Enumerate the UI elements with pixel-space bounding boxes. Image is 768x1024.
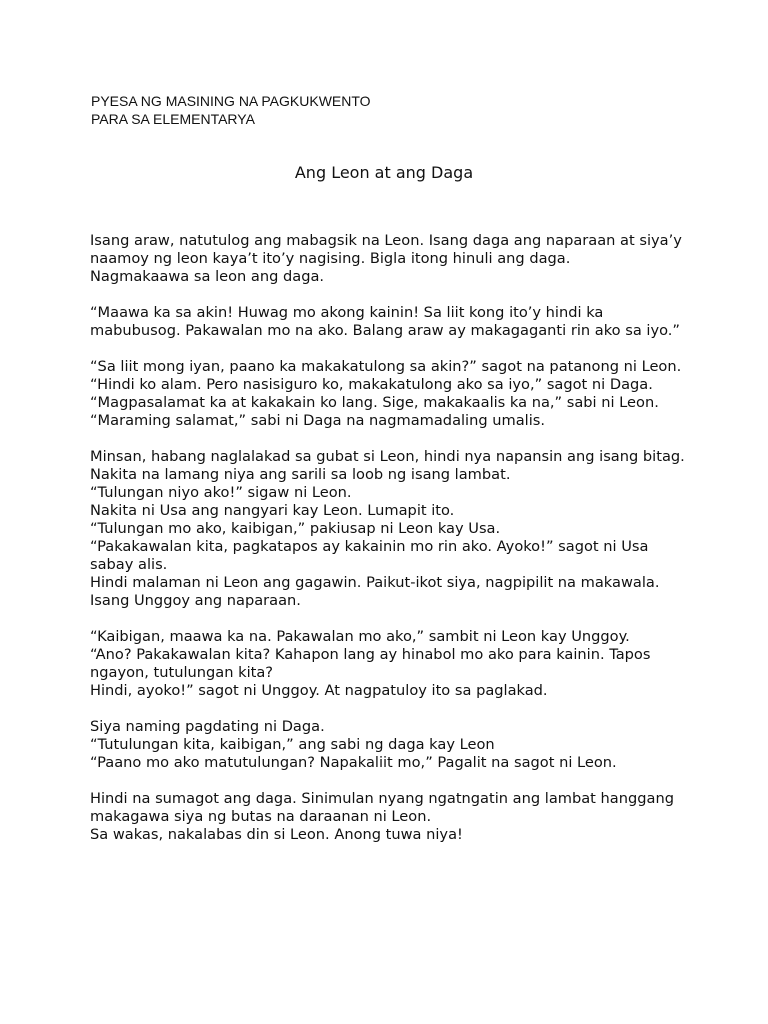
paragraph-6 bbox=[90, 718, 690, 772]
paragraph-line: “Tutulungan kita, kaibigan,” ang sabi ng daga kay Leon bbox=[90, 736, 495, 753]
paragraph-line: Hindi na sumagot ang daga. Sinimulan nyang ngatngatin ang lambat hanggang makagawa siya ng butas na daraanan ni Leon. bbox=[90, 790, 674, 825]
paragraph-line: Hindi malaman ni Leon ang gagawin. Paikut-ikot siya, nagpipilit na makawala. Isang Unggoy ang naparaan. bbox=[90, 574, 660, 609]
story-title: Ang Leon at ang Daga bbox=[294, 163, 474, 182]
paragraph-3 bbox=[90, 358, 690, 430]
paragraph-line: Isang araw, natutulog ang mabagsik na Leon. Isang daga ang naparaan at siya’y naamoy ng leon kaya’t ito’y nagising. Bigla itong hinuli ang daga. bbox=[90, 232, 682, 267]
header-line-1: PYESA NG MASINING NA PAGKUKWENTO bbox=[91, 93, 371, 109]
paragraph-1 bbox=[90, 232, 690, 286]
paragraph-line: Siya naming pagdating ni Daga. bbox=[90, 718, 325, 735]
paragraph-line: “Pakakawalan kita, pagkatapos ay kakainin mo rin ako. Ayoko!” sagot ni Usa sabay alis. bbox=[90, 538, 649, 573]
paragraph-line: “Paano mo ako matutulungan? Napakaliit mo,” Pagalit na sagot ni Leon. bbox=[90, 754, 617, 771]
paragraph-4 bbox=[90, 448, 690, 610]
paragraph-line: “Magpasalamat ka at kakakain ko lang. Sige, makakaalis ka na,” sabi ni Leon. bbox=[90, 394, 659, 411]
paragraph-line: “Hindi ko alam. Pero nasisiguro ko, makakatulong ako sa iyo,” sagot ni Daga. bbox=[90, 376, 653, 393]
paragraph-line: Minsan, habang naglalakad sa gubat si Leon, hindi nya napansin ang isang bitag. Nakita na lamang niya ang sarili sa loob ng isang lambat. bbox=[90, 448, 685, 483]
story-body bbox=[90, 232, 690, 862]
paragraph-5 bbox=[90, 628, 690, 700]
paragraph-line: “Ano? Pakakawalan kita? Kahapon lang ay hinabol mo ako para kainin. Tapos ngayon, tutulungan kita? bbox=[90, 646, 651, 681]
paragraph-line: Hindi, ayoko!” sagot ni Unggoy. At nagpatuloy ito sa paglakad. bbox=[90, 682, 548, 699]
paragraph-line: “Kaibigan, maawa ka na. Pakawalan mo ako,” sambit ni Leon kay Unggoy. bbox=[90, 628, 630, 645]
paragraph-7 bbox=[90, 790, 690, 844]
paragraph-line: “Maraming salamat,” sabi ni Daga na nagmamadaling umalis. bbox=[90, 412, 546, 429]
paragraph-line: “Sa liit mong iyan, paano ka makakatulong sa akin?” sagot na patanong ni Leon. bbox=[90, 358, 682, 375]
document-header bbox=[91, 92, 371, 128]
paragraph-line: Nagmakaawa sa leon ang daga. bbox=[90, 268, 325, 285]
paragraph-2 bbox=[90, 304, 690, 340]
paragraph-line: “Tulungan mo ako, kaibigan,” pakiusap ni Leon kay Usa. bbox=[90, 520, 501, 537]
paragraph-line: “Maawa ka sa akin! Huwag mo akong kainin! Sa liit kong ito’y hindi ka mabubusog. Pakawalan mo na ako. Balang araw ay makagaganti rin ako sa iyo.” bbox=[90, 304, 680, 339]
paragraph-line: Sa wakas, nakalabas din si Leon. Anong tuwa niya! bbox=[90, 826, 463, 843]
paragraph-line: Nakita ni Usa ang nangyari kay Leon. Lumapit ito. bbox=[90, 502, 455, 519]
header-line-2: PARA SA ELEMENTARYA bbox=[91, 111, 255, 127]
paragraph-line: “Tulungan niyo ako!” sigaw ni Leon. bbox=[90, 484, 352, 501]
